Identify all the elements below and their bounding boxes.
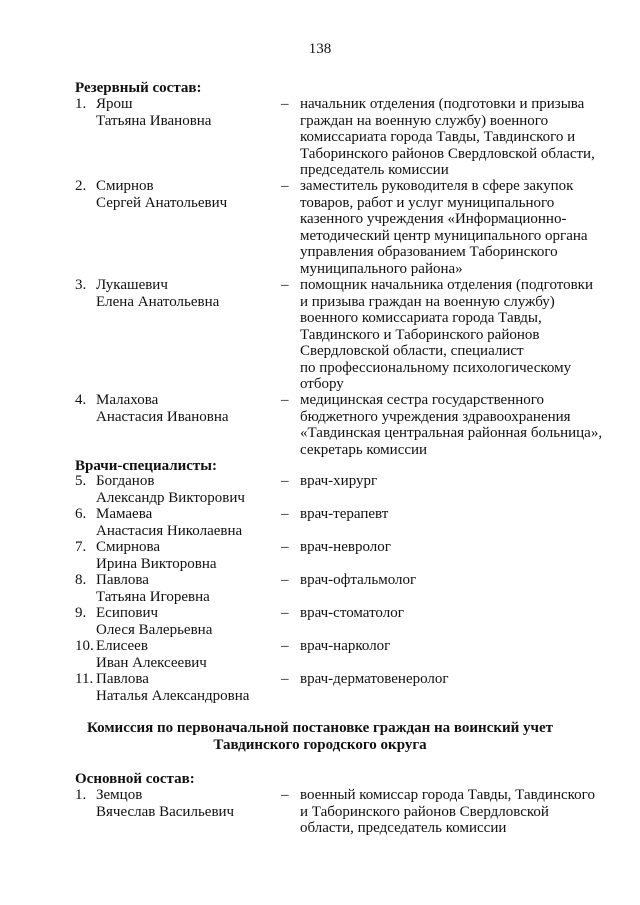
- member-surname: Павлова: [96, 671, 149, 687]
- role-line: помощник начальника отделения (подготовки: [300, 277, 593, 293]
- entry-number: 1.: [75, 787, 87, 803]
- role-line: муниципального района»: [300, 260, 463, 277]
- member-given-name: Ирина Викторовна: [96, 555, 217, 572]
- role-line: и призыва граждан на военную службу): [300, 293, 555, 310]
- entry-number: 9.: [75, 605, 87, 621]
- commission-title-line: Тавдинского городского округа: [213, 737, 427, 753]
- member-role: [300, 787, 620, 837]
- role-line: заместитель руководителя в сфере закупок: [300, 178, 574, 194]
- member-role: врач-нарколог: [300, 638, 391, 654]
- reserve-heading: Резервный состав:: [75, 80, 202, 96]
- role-line: по профессиональному психологическому: [300, 359, 572, 376]
- member-given-name: Татьяна Игоревна: [96, 588, 210, 605]
- member-surname: Богданов: [96, 473, 155, 489]
- role-line: секретарь комиссии: [300, 441, 428, 458]
- entry-number: 2.: [75, 178, 87, 194]
- member-given-name: Анастасия Ивановна: [96, 408, 229, 425]
- member-name: [96, 605, 212, 638]
- member-name: [96, 473, 245, 506]
- member-role: врач-хирург: [300, 473, 378, 489]
- member-name: [96, 277, 219, 310]
- role-line: председатель комиссии: [300, 162, 449, 178]
- member-surname: Смирнов: [96, 178, 154, 194]
- entry-number: 1.: [75, 96, 87, 112]
- dash: –: [281, 392, 289, 408]
- member-given-name: Вячеслав Васильевич: [96, 803, 235, 820]
- role-line: отбору: [300, 376, 344, 392]
- role-line: начальник отделения (подготовки и призыва: [300, 96, 585, 112]
- member-surname: Малахова: [96, 392, 159, 408]
- entry-number: 3.: [75, 277, 87, 293]
- role-line: Свердловской области, специалист: [300, 343, 524, 359]
- member-role: [300, 96, 620, 179]
- member-given-name: Сергей Анатольевич: [96, 194, 228, 211]
- role-line: Таборинского районов Свердловской области,: [300, 145, 595, 162]
- member-name: [96, 787, 234, 820]
- member-name: [96, 392, 229, 425]
- role-line: военный комиссар города Тавды, Тавдинского: [300, 787, 595, 803]
- member-surname: Есипович: [96, 605, 159, 621]
- member-role: врач-стоматолог: [300, 605, 404, 621]
- entry-number: 4.: [75, 392, 87, 408]
- entry-number: 5.: [75, 473, 87, 489]
- dash: –: [281, 638, 289, 654]
- dash: –: [281, 506, 289, 522]
- dash: –: [281, 473, 289, 489]
- member-given-name: Олеся Валерьевна: [96, 621, 213, 638]
- role-line: товаров, работ и услуг муниципального: [300, 194, 555, 211]
- member-given-name: Наталья Александровна: [96, 687, 250, 704]
- member-given-name: Татьяна Ивановна: [96, 112, 212, 129]
- member-role: врач-терапевт: [300, 506, 389, 522]
- dash: –: [281, 787, 289, 803]
- member-name: [96, 178, 227, 211]
- member-role: врач-дерматовенеролог: [300, 671, 449, 687]
- dash: –: [281, 178, 289, 194]
- member-surname: Ярош: [96, 96, 133, 112]
- entry-number: 6.: [75, 506, 87, 522]
- entry-number: 7.: [75, 539, 87, 555]
- member-surname: Лукашевич: [96, 277, 168, 293]
- commission-title: [0, 720, 640, 754]
- member-name: [96, 539, 217, 572]
- dash: –: [281, 539, 289, 555]
- dash: –: [281, 277, 289, 293]
- member-name: [96, 96, 211, 129]
- dash: –: [281, 605, 289, 621]
- dash: –: [281, 572, 289, 588]
- member-surname: Елисеев: [96, 638, 148, 654]
- member-role: врач-невролог: [300, 539, 391, 555]
- member-given-name: Александр Викторович: [96, 489, 245, 506]
- commission-title-line: Комиссия по первоначальной постановке граждан на воинский учет: [87, 720, 553, 736]
- member-name: [96, 506, 242, 539]
- main-heading: Основной состав:: [75, 771, 195, 787]
- role-line: «Тавдинская центральная районная больница»,: [300, 425, 603, 441]
- role-line: военного комиссариата города Тавды,: [300, 310, 542, 326]
- role-line: граждан на военную службу) военного: [300, 112, 549, 129]
- role-line: методический центр муниципального органа: [300, 227, 588, 244]
- role-line: области, председатель комиссии: [300, 820, 507, 836]
- member-role: врач-офтальмолог: [300, 572, 417, 588]
- member-name: [96, 671, 249, 704]
- member-surname: Мамаева: [96, 506, 153, 522]
- member-role: [300, 178, 620, 277]
- role-line: управления образованием Таборинского: [300, 244, 558, 260]
- entry-number: 11.: [75, 671, 94, 687]
- member-given-name: Иван Алексеевич: [96, 654, 207, 671]
- member-name: [96, 638, 207, 671]
- role-line: Тавдинского и Таборинского районов: [300, 326, 540, 343]
- dash: –: [281, 96, 289, 112]
- role-line: и Таборинского районов Свердловской: [300, 803, 549, 820]
- role-line: медицинская сестра государственного: [300, 392, 545, 408]
- member-role: [300, 392, 620, 458]
- role-line: комиссариата города Тавды, Тавдинского и: [300, 129, 576, 145]
- member-given-name: Анастасия Николаевна: [96, 522, 243, 539]
- role-line: казенного учреждения «Информационно-: [300, 211, 567, 227]
- doctors-heading: Врачи-специалисты:: [75, 458, 218, 474]
- member-surname: Смирнова: [96, 539, 161, 555]
- member-name: [96, 572, 210, 605]
- role-line: бюджетного учреждения здравоохранения: [300, 408, 571, 425]
- entry-number: 10.: [75, 638, 94, 654]
- member-surname: Земцов: [96, 787, 143, 803]
- entry-number: 8.: [75, 572, 87, 588]
- member-given-name: Елена Анатольевна: [96, 293, 220, 310]
- member-surname: Павлова: [96, 572, 149, 588]
- member-role: [300, 277, 620, 393]
- dash: –: [281, 671, 289, 687]
- page-number: 138: [308, 41, 332, 57]
